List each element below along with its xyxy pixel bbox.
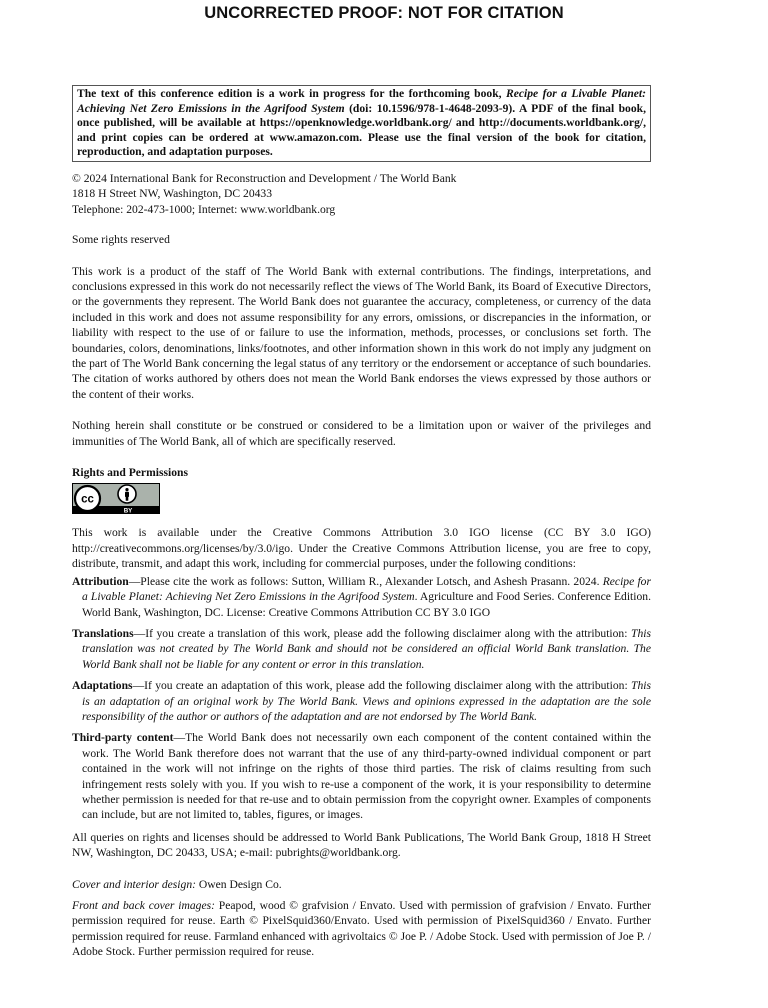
cover-images-label: Front and back cover images:	[72, 899, 215, 912]
notice-book-title: Recipe for a Livable Planet: Achieving Net Zero Emissions in the Agrifood System	[77, 87, 646, 115]
contact-line: Telephone: 202-473-1000; Internet: www.worldbank.org	[72, 202, 336, 216]
translations-term: Translations	[72, 626, 134, 640]
copyright-page	[72, 85, 651, 960]
copyright-line: © 2024 International Bank for Reconstruction and Development / The World Bank	[72, 171, 457, 185]
privileges-paragraph: Nothing herein shall constitute or be construed or considered to be a limitation upon or waiver of the privileges and immunities of The World Bank, all of which are specifically reserved.	[72, 419, 651, 448]
condition-attribution: Attribution—Please cite the work as follows: Sutton, William R., Alexander Lotsch, and Ashesh Prasann. 2024. Recipe for a Livable Planet: Achieving Net Zero Emissions in the Agrifood System. Agriculture and Food Series. Conference Edition. World Bank, Washington, DC. License: Creative Commons Attribution CC BY 3.0 IGO	[72, 574, 651, 619]
queries-paragraph: All queries on rights and licenses should be addressed to World Bank Publications, The World Bank Group, 1818 H Street NW, Washington, DC 20433, USA; e-mail: pubrights@worldbank.org.	[72, 830, 651, 860]
cover-images-value: Peapod, wood © grafvision / Envato. Used with permission of grafvision / Envato. Further permission required for reuse. Earth © PixelSquid360/Envato. Used with permission of PixelSquid360 / Envato. Further permission required for reuse. Farmland enhanced with agrivoltaics © Joe P. / Adobe Stock. Used with permission of Joe P. / Adobe Stock. Further permission required for reuse.	[72, 899, 651, 959]
conference-edition-notice	[72, 85, 651, 162]
condition-adaptations: Adaptations—If you create an adaptation of this work, please add the following disclaimer along with the attribution: This is an adaptation of an original work by The World Bank. Views and opinions expressed in the adaptation are the sole responsibility of the author or authors of the adaptation and are not endorsed by The World Bank.	[72, 679, 651, 723]
design-label: Cover and interior design:	[72, 877, 196, 891]
disclaimer-paragraph: This work is a product of the staff of The World Bank with external contributions. The findings, interpretations, and conclusions expressed in this work do not necessarily reflect the views of The World Bank, its Board of Executive Directors, or the governments they represent. The World Bank does not guarantee the accuracy, completeness, or currency of the data included in this work and does not assume responsibility for any errors, omissions, or discrepancies in the information, or liability with respect to the use of or failure to use the information, methods, processes, or conclusions set forth. The boundaries, colors, denominations, links/footnotes, and other information shown in this work do not imply any judgment on the part of The World Bank concerning the legal status of any territory or the endorsement or acceptance of such boundaries. The citation of works authored by others does not mean the World Bank endorses the views expressed by those authors or the content of their works.	[72, 264, 651, 401]
cc-logo-text: cc	[81, 494, 94, 507]
license-availability: This work is available under the Creative Commons Attribution 3.0 IGO license (CC BY 3.0 IGO) http://creativecommons.org/licenses/by/3.0/igo. Under the Creative Commons Attribution license, you are free to copy, distribute, transmit, and adapt this work, including for commercial purposes, under the following conditions:	[72, 526, 651, 571]
copyright-block	[72, 171, 651, 217]
condition-translations: Translations—If you create a translation of this work, please add the following disclaimer along with the attribution: This translation was not created by The World Bank and should not be considered an official World Bank translation. The World Bank shall not be liable for any content or error in this translation.	[72, 626, 651, 671]
cc-by-license-badge	[72, 483, 160, 514]
notice-text-1: The text of this conference edition is a work in progress for the forthcoming book,	[77, 87, 506, 100]
proof-header: UNCORRECTED PROOF: NOT FOR CITATION	[204, 4, 564, 22]
attribution-term: Attribution	[72, 574, 129, 588]
adaptations-term: Adaptations	[72, 679, 133, 693]
notice-text-2: (doi: 10.1596/978-1-4648-2093-9). A PDF of the final book, once published, will be available at https://openknowledge.worldbank.org/ and http://documents.worldbank.org/, and print copies can be ordered at www.amazon.com. Please use the final version of the book for citation, reproduction, and adaptation purposes.	[77, 101, 646, 159]
design-credit	[72, 877, 651, 892]
by-label: BY	[123, 507, 133, 515]
rights-permissions-heading: Rights and Permissions	[72, 466, 188, 480]
address-line: 1818 H Street NW, Washington, DC 20433	[72, 187, 273, 201]
design-value: Owen Design Co.	[195, 877, 282, 891]
condition-third-party: Third-party content—The World Bank does not necessarily own each component of the content contained within the work. The World Bank therefore does not warrant that the use of any third-party-owned individual component or part contained in the work will not infringe on the rights of those third parties. The risk of claims resulting from such infringement rests solely with you. If you wish to re-use a component of the work, it is your responsibility to determine whether permission is needed for that re-use and to obtain permission from the copyright owner. Examples of components can include, but are not limited to, tables, figures, or images.	[72, 731, 651, 822]
cover-images-credit	[72, 898, 651, 960]
rights-reserved: Some rights reserved	[72, 233, 170, 247]
third-party-term: Third-party content	[72, 731, 174, 745]
